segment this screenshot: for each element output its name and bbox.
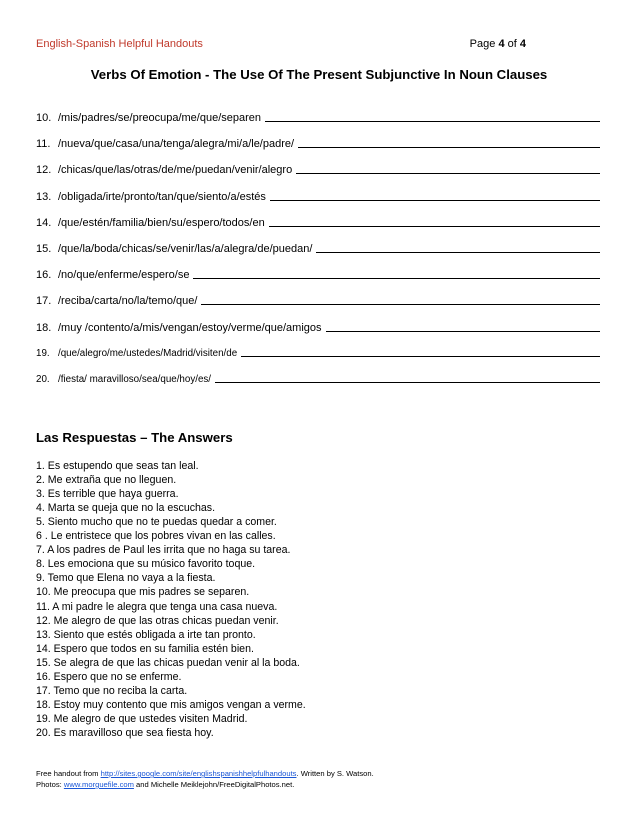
answer-item: 3. Es terrible que haya guerra. (36, 488, 179, 501)
exercise-row (36, 243, 600, 255)
answer-item: 17. Temo que no reciba la carta. (36, 684, 188, 697)
exercise-number: 18. (36, 321, 52, 334)
answer-item: 14. Espero que todos en su familia estén bien. (36, 642, 254, 655)
answer-blank-line[interactable] (269, 225, 600, 227)
exercise-row (36, 217, 600, 229)
exercise-number: 15. (36, 243, 52, 255)
exercise-prompt: /chicas/que/las/otras/de/me/puedan/venir/alegro (58, 164, 293, 177)
answer-item: 19. Me alegro de que ustedes visiten Madrid. (36, 712, 248, 725)
answer-blank-line[interactable] (241, 355, 600, 357)
answer-item: 6 . Le entristece que los pobres vivan en las calles. (36, 530, 276, 543)
answer-item: 15. Se alegra de que las chicas puedan venir al la boda. (36, 656, 300, 669)
answer-item: 2. Me extraña que no lleguen. (36, 474, 177, 487)
exercise-number: 20. (36, 374, 50, 385)
page-title: Verbs Of Emotion - The Use Of The Present Subjunctive In Noun Clauses (90, 67, 548, 82)
exercise-row (36, 112, 600, 124)
answer-item: 11. A mi padre le alegra que tenga una casa nueva. (36, 600, 278, 613)
exercise-row (36, 138, 600, 150)
exercise-row (36, 269, 600, 281)
answer-blank-line[interactable] (201, 303, 600, 305)
page-total: 4 (519, 38, 526, 50)
answer-item: 16. Espero que no se enferme. (36, 670, 182, 683)
exercise-prompt: /obligada/irte/pronto/tan/que/siento/a/estés (58, 190, 266, 203)
page-number (470, 38, 526, 50)
handouts-link[interactable]: http://sites.google.com/site/englishspanishhelpfulhandouts (100, 769, 297, 778)
exercise-row (36, 295, 600, 307)
answer-item: 18. Estoy muy contento que mis amigos vengan a verme. (36, 698, 306, 711)
answer-blank-line[interactable] (193, 277, 600, 279)
answer-blank-line[interactable] (298, 146, 600, 148)
exercise-prompt: /no/que/enferme/espero/se (58, 269, 190, 282)
header-title: English-Spanish Helpful Handouts (36, 38, 203, 50)
exercise-number: 10. (36, 112, 52, 124)
answers-heading: Las Respuestas – The Answers (36, 430, 233, 445)
exercise-number: 11. (36, 138, 51, 151)
exercise-number: 12. (36, 164, 52, 177)
morguefile-link[interactable]: www.morguefile.com (63, 780, 134, 789)
answer-blank-line[interactable] (215, 381, 600, 383)
answer-item: 7. A los padres de Paul les irrita que no haga su tarea. (36, 544, 291, 557)
exercise-row (36, 164, 600, 176)
page-current: 4 (498, 38, 505, 50)
exercise-number: 14. (36, 216, 52, 229)
answer-item: 10. Me preocupa que mis padres se separen. (36, 586, 250, 599)
exercise-row (36, 191, 600, 203)
exercise-prompt: /mis/padres/se/preocupa/me/que/separen (58, 112, 262, 124)
exercise-row (36, 374, 600, 385)
exercise-number: 17. (36, 295, 52, 308)
exercise-prompt: /que/la/boda/chicas/se/venir/las/a/alegra/de/puedan/ (58, 243, 313, 255)
answer-item: 13. Siento que estés obligada a irte tan pronto. (36, 628, 256, 641)
footer-line-1 (36, 768, 374, 779)
answer-blank-line[interactable] (265, 120, 600, 122)
answer-item: 12. Me alegro de que las otras chicas puedan venir. (36, 614, 279, 627)
footer-line-2 (36, 779, 374, 790)
answer-item: 4. Marta se queja que no la escuchas. (36, 502, 216, 515)
footer-credit-text: Free handout from (36, 769, 101, 778)
answer-blank-line[interactable] (270, 199, 600, 201)
answer-blank-line[interactable] (326, 330, 600, 332)
footer-photos-label: Photos: (36, 780, 64, 789)
page-prefix: Page (469, 38, 496, 50)
exercise-prompt: /que/alegro/me/ustedes/Madrid/visiten/de (58, 347, 238, 359)
exercise-prompt: /fiesta/ maravilloso/sea/que/hoy/es/ (58, 374, 212, 385)
page-of: of (507, 38, 517, 50)
answer-item: 9. Temo que Elena no vaya a la fiesta. (36, 572, 216, 585)
footer-author-text: . Written by S. Watson. (296, 769, 374, 778)
exercise-number: 19. (36, 347, 50, 359)
exercise-row (36, 322, 600, 334)
answer-item: 20. Es maravilloso que sea fiesta hoy. (36, 726, 214, 739)
answer-blank-line[interactable] (296, 172, 600, 174)
footer-photos-credit: and Michelle Meiklejohn/FreeDigitalPhotos.net. (133, 780, 295, 789)
exercise-number: 16. (36, 269, 52, 282)
exercise-prompt: /que/estén/familia/bien/su/espero/todos/en (58, 216, 265, 229)
exercise-prompt: /muy /contento/a/mis/vengan/estoy/verme/que/amigos (58, 321, 322, 334)
exercise-prompt: /nueva/que/casa/una/tenga/alegra/mi/a/le/padre/ (58, 138, 295, 151)
answer-item: 8. Les emociona que su músico favorito toque. (36, 558, 256, 571)
answer-item: 5. Siento mucho que no te puedas quedar a comer. (36, 516, 277, 529)
exercise-row (36, 348, 600, 359)
answer-item: 1. Es estupendo que seas tan leal. (36, 460, 199, 472)
footer (36, 768, 374, 790)
answer-blank-line[interactable] (316, 251, 600, 253)
exercise-prompt: /reciba/carta/no/la/temo/que/ (58, 295, 198, 308)
exercise-number: 13. (36, 190, 52, 203)
